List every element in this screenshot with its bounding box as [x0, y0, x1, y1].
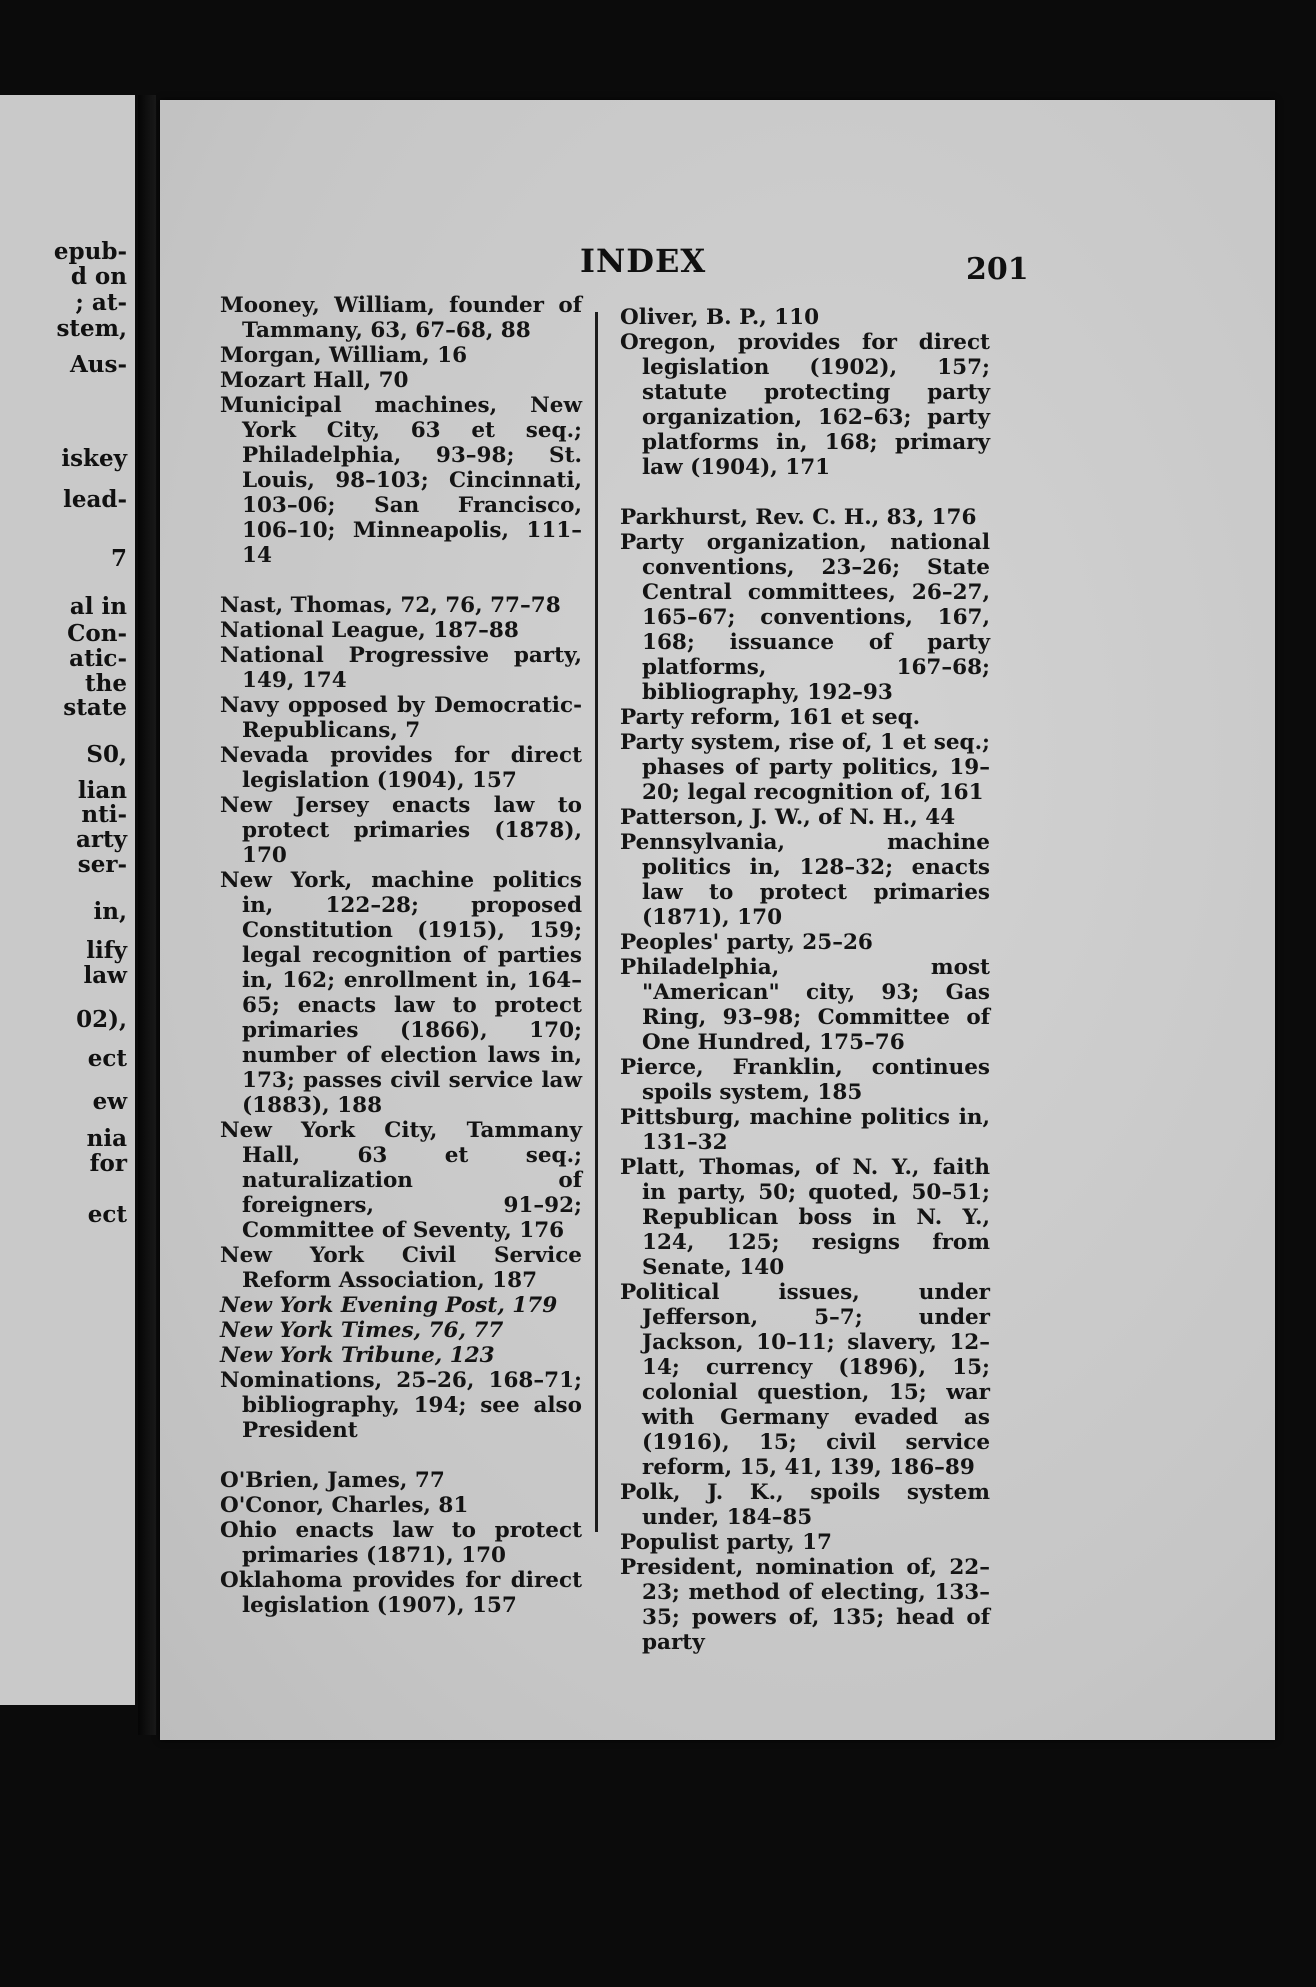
previous-page-fragment: for — [89, 1150, 127, 1177]
index-entry: Pennsylvania, machine politics in, 128–32; enacts law to protect primaries (1871), 170 — [620, 830, 990, 930]
index-entry: Oklahoma provides for direct legislation (1907), 157 — [220, 1568, 582, 1618]
index-entry: Party system, rise of, 1 et seq.; phases of party politics, 19–20; legal recognition of, 161 — [620, 730, 990, 805]
index-entry: Populist party, 17 — [620, 1530, 832, 1555]
previous-page — [0, 95, 135, 1705]
index-entry: President, nomination of, 22–23; method of electing, 133–35; powers of, 135; head of party — [620, 1555, 990, 1655]
previous-page-fragment: iskey — [61, 445, 127, 472]
index-entry: Political issues, under Jefferson, 5–7; under Jackson, 10–11; slavery, 12–14; currency (1896), 15; colonial question, 15; war with Germany evaded as (1916), 15; civil service reform, 15, 41, 139, 186–89 — [620, 1280, 990, 1480]
index-entry: Platt, Thomas, of N. Y., faith in party, 50; quoted, 50–51; Republican boss in N. Y., 124, 125; resigns from Senate, 140 — [620, 1155, 990, 1280]
index-entry: Pittsburg, machine politics in, 131–32 — [620, 1105, 990, 1155]
index-entry: Philadelphia, most "American" city, 93; Gas Ring, 93–98; Committee of One Hundred, 175–76 — [620, 955, 990, 1055]
index-entry: New York Civil Service Reform Association, 187 — [220, 1243, 582, 1293]
previous-page-fragment: ser- — [77, 851, 127, 878]
previous-page-fragment: the — [85, 670, 127, 697]
previous-page-fragment: 7 — [110, 545, 127, 572]
index-page — [160, 100, 1275, 1740]
previous-page-fragment: Aus- — [69, 351, 127, 378]
index-entry: National League, 187–88 — [220, 618, 519, 643]
previous-page-fragment: lify — [86, 937, 127, 964]
previous-page-fragment: ew — [92, 1088, 127, 1115]
index-entry: New York, machine politics in, 122–28; proposed Constitution (1915), 159; legal recognition of parties in, 162; enrollment in, 164–65; enacts law to protect primaries (1866), 170; number of election laws in, 173; passes civil service law (1883), 188 — [220, 868, 582, 1118]
previous-page-fragment: nti- — [81, 801, 127, 828]
previous-page-fragment: ect — [87, 1045, 127, 1072]
page-number: 201 — [966, 252, 1029, 287]
previous-page-fragment: al in — [69, 593, 127, 620]
index-column-right — [620, 305, 990, 1655]
previous-page-fragment: S0, — [86, 741, 127, 768]
previous-page-fragment: Con- — [67, 620, 127, 647]
previous-page-fragment: 02), — [76, 1006, 127, 1033]
index-column-left — [220, 293, 582, 1618]
index-entry: O'Brien, James, 77 — [220, 1468, 445, 1493]
previous-page-fragment: nia — [86, 1125, 127, 1152]
index-entry: National Progressive party, 149, 174 — [220, 643, 582, 693]
index-entry: New York City, Tammany Hall, 63 et seq.; naturalization of foreigners, 91–92; Committee of Seventy, 176 — [220, 1118, 582, 1243]
index-entry: New Jersey enacts law to protect primaries (1878), 170 — [220, 793, 582, 868]
previous-page-fragment: lian — [77, 777, 127, 804]
index-entry: Pierce, Franklin, continues spoils system, 185 — [620, 1055, 990, 1105]
index-entry: Nevada provides for direct legislation (1904), 157 — [220, 743, 582, 793]
previous-page-fragment: d on — [70, 263, 127, 290]
index-entry: Oliver, B. P., 110 — [620, 305, 820, 330]
index-entry: Ohio enacts law to protect primaries (1871), 170 — [220, 1518, 582, 1568]
previous-page-fragment: epub- — [53, 238, 127, 265]
index-entry: Peoples' party, 25–26 — [620, 930, 873, 955]
index-entry: O'Conor, Charles, 81 — [220, 1493, 469, 1518]
index-entry: Navy opposed by Democratic-Republicans, 7 — [220, 693, 582, 743]
index-entry: Mozart Hall, 70 — [220, 368, 409, 393]
index-entry: New York Tribune, 123 — [220, 1343, 495, 1368]
column-divider — [595, 312, 598, 1532]
previous-page-fragment: law — [83, 962, 127, 989]
index-entry: Patterson, J. W., of N. H., 44 — [620, 805, 956, 830]
previous-page-fragment: atic- — [69, 645, 127, 672]
book-binding-shadow — [138, 95, 156, 1735]
previous-page-fragment: state — [63, 694, 127, 721]
index-entry: Mooney, William, founder of Tammany, 63, 67–68, 88 — [220, 293, 582, 343]
previous-page-fragment: ect — [87, 1201, 127, 1228]
previous-page-fragment: ; at- — [75, 289, 127, 316]
index-entry: Party organization, national conventions, 23–26; State Central committees, 26–27, 165–67; conventions, 167, 168; issuance of party platforms, 167–68; bibliography, 192–93 — [620, 530, 990, 705]
index-entry: Oregon, provides for direct legislation (1902), 157; statute protecting party organization, 162–63; party platforms in, 168; primary law (1904), 171 — [620, 330, 990, 480]
index-entry: Party reform, 161 et seq. — [620, 705, 921, 730]
index-entry: Municipal machines, New York City, 63 et seq.; Philadelphia, 93–98; St. Louis, 98–103; Cincinnati, 103–06; San Francisco, 106–10; Minneapolis, 111–14 — [220, 393, 582, 568]
index-entry: New York Times, 76, 77 — [220, 1318, 504, 1343]
index-entry: Morgan, William, 16 — [220, 343, 468, 368]
index-entry: New York Evening Post, 179 — [220, 1293, 558, 1318]
previous-page-fragment: lead- — [63, 486, 127, 513]
running-head: INDEX — [580, 242, 707, 280]
index-entry: Parkhurst, Rev. C. H., 83, 176 — [620, 505, 977, 530]
index-entry: Nominations, 25–26, 168–71; bibliography, 194; see also President — [220, 1368, 582, 1443]
index-entry: Polk, J. K., spoils system under, 184–85 — [620, 1480, 990, 1530]
previous-page-fragment: in, — [93, 898, 127, 925]
previous-page-fragment: stem, — [56, 315, 127, 342]
index-entry: Nast, Thomas, 72, 76, 77–78 — [220, 593, 561, 618]
previous-page-fragment: arty — [75, 826, 127, 853]
